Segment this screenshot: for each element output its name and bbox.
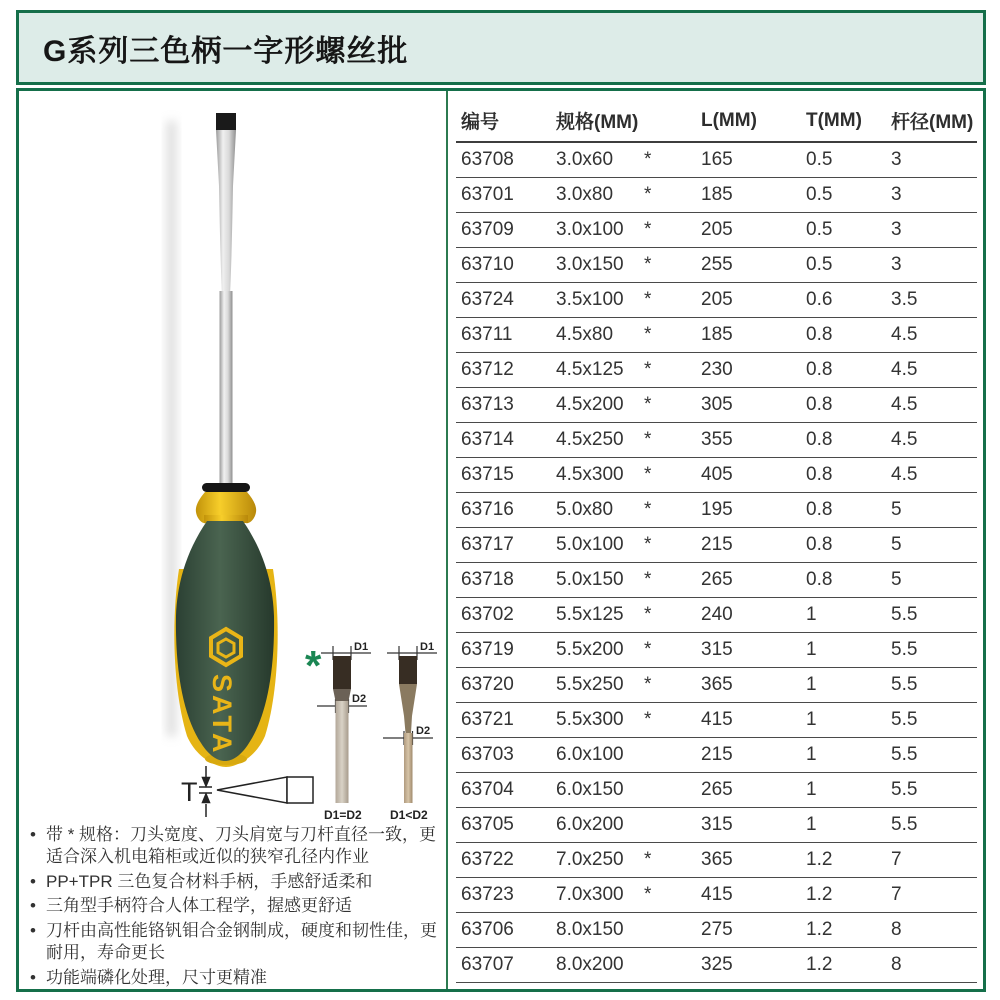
table-row	[456, 493, 977, 528]
cell-length: 415	[701, 878, 806, 913]
cell-thickness: 0.8	[806, 563, 891, 598]
cell-shank: 5.5	[891, 773, 977, 808]
spec-star-marker: *	[644, 884, 652, 905]
cell-thickness: 1.2	[806, 878, 891, 913]
table-row	[456, 808, 977, 843]
cell-length: 415	[701, 703, 806, 738]
cell-spec	[556, 388, 701, 423]
cell-thickness: 0.8	[806, 493, 891, 528]
cell-thickness: 0.8	[806, 423, 891, 458]
cell-length: 185	[701, 178, 806, 213]
table-row	[456, 353, 977, 388]
col-length: L(MM)	[701, 99, 806, 142]
cell-code: 63714	[456, 423, 556, 458]
cell-code: 63710	[456, 248, 556, 283]
table-row	[456, 213, 977, 248]
cell-shank: 7	[891, 878, 977, 913]
table-row	[456, 948, 977, 983]
cell-shank: 3	[891, 178, 977, 213]
spec-star-marker: *	[644, 639, 652, 660]
d2-left-label: D2	[352, 693, 367, 705]
cell-thickness: 1	[806, 773, 891, 808]
cell-thickness: 1	[806, 808, 891, 843]
col-thickness: T(MM)	[806, 99, 891, 142]
spec-star-marker: *	[644, 534, 652, 555]
cell-thickness: 0.8	[806, 528, 891, 563]
cell-length: 305	[701, 388, 806, 423]
cell-length: 205	[701, 283, 806, 318]
cell-spec	[556, 142, 701, 178]
t-dimension-diagram	[169, 763, 319, 821]
cell-code: 63723	[456, 878, 556, 913]
cell-shank: 8	[891, 948, 977, 983]
cell-code: 63718	[456, 563, 556, 598]
spec-star-marker: *	[644, 849, 652, 870]
table-row	[456, 703, 977, 738]
spec-value: 6.0x200	[556, 814, 624, 835]
spec-value: 4.5x250	[556, 429, 624, 450]
cell-code: 63707	[456, 948, 556, 983]
page-header	[16, 10, 986, 85]
cell-length: 185	[701, 318, 806, 353]
spec-value: 4.5x200	[556, 394, 624, 415]
screwdriver-handle	[174, 483, 277, 767]
d1-right-label: D1	[420, 641, 435, 653]
table-row	[456, 633, 977, 668]
cell-shank: 7	[891, 843, 977, 878]
spec-value: 5.5x200	[556, 639, 624, 660]
cell-code: 63701	[456, 178, 556, 213]
page-title: G系列三色柄一字形螺丝批	[43, 34, 409, 68]
cell-spec	[556, 458, 701, 493]
cell-shank: 5.5	[891, 808, 977, 843]
spec-value: 5.5x250	[556, 674, 624, 695]
cell-length: 325	[701, 948, 806, 983]
spec-table-body	[456, 142, 977, 983]
cell-code: 63716	[456, 493, 556, 528]
cell-spec	[556, 808, 701, 843]
cell-shank: 5.5	[891, 738, 977, 773]
tip-equal-label: D1=D2	[324, 808, 362, 822]
table-row	[456, 458, 977, 493]
cell-thickness: 1	[806, 668, 891, 703]
cell-code: 63706	[456, 913, 556, 948]
spec-value: 8.0x150	[556, 919, 624, 940]
spec-value: 5.5x300	[556, 709, 624, 730]
cell-length: 255	[701, 248, 806, 283]
cell-shank: 5.5	[891, 598, 977, 633]
spec-value: 3.0x80	[556, 184, 614, 205]
cell-length: 265	[701, 773, 806, 808]
sata-logo-text: SATA	[207, 674, 237, 756]
cell-length: 265	[701, 563, 806, 598]
col-code: 编号	[456, 99, 556, 142]
screwdriver-blade	[216, 113, 236, 484]
cell-length: 275	[701, 913, 806, 948]
note-item: • 带 * 规格：刀头宽度、刀头肩宽与刀杆直径一致，更适合深入机电箱柜或近似的狭窄孔径内作业	[25, 824, 439, 869]
spec-star-marker: *	[644, 499, 652, 520]
cell-length: 165	[701, 142, 806, 178]
table-row	[456, 878, 977, 913]
cell-spec	[556, 423, 701, 458]
blade-shaft	[220, 291, 233, 484]
tip-flared-label: D1<D2	[390, 808, 428, 822]
cell-code: 63712	[456, 353, 556, 388]
product-panel	[19, 91, 448, 989]
spec-panel	[448, 91, 983, 989]
cell-thickness: 0.8	[806, 318, 891, 353]
note-item: • 刀杆由高性能铬钒钼合金钢制成，硬度和韧性佳，更耐用，寿命更长	[25, 920, 439, 965]
t-gap-ticks	[199, 787, 212, 793]
cell-code: 63704	[456, 773, 556, 808]
cell-spec	[556, 493, 701, 528]
cell-length: 365	[701, 668, 806, 703]
cell-shank: 3	[891, 248, 977, 283]
cell-code: 63719	[456, 633, 556, 668]
spec-value: 7.0x250	[556, 849, 624, 870]
cell-shank: 5.5	[891, 633, 977, 668]
cell-code: 63711	[456, 318, 556, 353]
cell-spec	[556, 668, 701, 703]
spec-star-marker: *	[644, 394, 652, 415]
cell-thickness: 1.2	[806, 843, 891, 878]
spec-value: 3.0x150	[556, 254, 624, 275]
table-row	[456, 283, 977, 318]
table-row	[456, 843, 977, 878]
spec-value: 5.0x80	[556, 499, 614, 520]
cell-length: 315	[701, 808, 806, 843]
note-item: • 功能端磷化处理，尺寸更精准	[25, 967, 439, 989]
cell-code: 63702	[456, 598, 556, 633]
cell-code: 63722	[456, 843, 556, 878]
cell-thickness: 0.8	[806, 353, 891, 388]
spec-value: 6.0x150	[556, 779, 624, 800]
spec-value: 6.0x100	[556, 744, 624, 765]
tip-equal-shank	[333, 656, 351, 803]
cell-shank: 4.5	[891, 458, 977, 493]
cell-shank: 4.5	[891, 423, 977, 458]
notes-list	[25, 824, 439, 991]
tip-flared-shank	[399, 656, 417, 803]
cell-spec	[556, 738, 701, 773]
content-card	[16, 88, 986, 992]
cell-length: 195	[701, 493, 806, 528]
cell-length: 215	[701, 528, 806, 563]
cell-spec	[556, 563, 701, 598]
cell-shank: 3	[891, 142, 977, 178]
cell-spec	[556, 283, 701, 318]
table-row	[456, 563, 977, 598]
cell-length: 315	[701, 633, 806, 668]
cell-thickness: 1	[806, 703, 891, 738]
spec-star-marker: *	[644, 324, 652, 345]
table-row	[456, 178, 977, 213]
spec-star-marker: *	[644, 289, 652, 310]
cell-shank: 5.5	[891, 703, 977, 738]
cell-spec	[556, 948, 701, 983]
cell-thickness: 1	[806, 598, 891, 633]
cell-shank: 8	[891, 913, 977, 948]
cell-shank: 3	[891, 213, 977, 248]
t-wedge	[217, 777, 313, 803]
blade-tip	[216, 113, 236, 130]
cell-code: 63721	[456, 703, 556, 738]
cell-shank: 5	[891, 493, 977, 528]
table-row	[456, 423, 977, 458]
asterisk-marker: *	[305, 642, 322, 689]
spec-star-marker: *	[644, 429, 652, 450]
cell-code: 63715	[456, 458, 556, 493]
table-row	[456, 318, 977, 353]
spec-star-marker: *	[644, 254, 652, 275]
spec-value: 3.0x100	[556, 219, 624, 240]
spec-value: 3.5x100	[556, 289, 624, 310]
cell-code: 63705	[456, 808, 556, 843]
cell-length: 215	[701, 738, 806, 773]
spec-star-marker: *	[644, 569, 652, 590]
cell-code: 63724	[456, 283, 556, 318]
col-shank: 杆径(MM)	[891, 99, 977, 142]
table-row	[456, 668, 977, 703]
spec-value: 4.5x300	[556, 464, 624, 485]
table-row	[456, 773, 977, 808]
spec-value: 3.0x60	[556, 149, 614, 170]
cell-spec	[556, 178, 701, 213]
cell-length: 230	[701, 353, 806, 388]
spec-value: 7.0x300	[556, 884, 624, 905]
table-header-row	[456, 99, 977, 142]
cell-thickness: 1.2	[806, 948, 891, 983]
cell-shank: 3.5	[891, 283, 977, 318]
cell-spec	[556, 843, 701, 878]
cell-length: 405	[701, 458, 806, 493]
cell-shank: 4.5	[891, 353, 977, 388]
cell-thickness: 1.2	[806, 913, 891, 948]
spec-value: 4.5x125	[556, 359, 624, 380]
table-row	[456, 248, 977, 283]
table-row	[456, 913, 977, 948]
col-spec: 规格(MM)	[556, 99, 701, 142]
cell-thickness: 0.5	[806, 178, 891, 213]
cell-shank: 4.5	[891, 318, 977, 353]
cell-shank: 5	[891, 528, 977, 563]
cell-length: 240	[701, 598, 806, 633]
table-row	[456, 142, 977, 178]
cell-thickness: 0.5	[806, 142, 891, 178]
t-label: T	[181, 777, 198, 807]
cell-code: 63703	[456, 738, 556, 773]
spec-value: 5.5x125	[556, 604, 624, 625]
tip-comparison-diagram	[297, 638, 457, 823]
cell-code: 63709	[456, 213, 556, 248]
cell-thickness: 0.8	[806, 388, 891, 423]
cell-code: 63717	[456, 528, 556, 563]
cell-spec	[556, 878, 701, 913]
note-item: • PP+TPR 三色复合材料手柄，手感舒适柔和	[25, 871, 439, 893]
cell-thickness: 1	[806, 738, 891, 773]
cell-thickness: 0.5	[806, 213, 891, 248]
cell-spec	[556, 248, 701, 283]
cell-shank: 4.5	[891, 388, 977, 423]
cell-code: 63720	[456, 668, 556, 703]
cell-length: 355	[701, 423, 806, 458]
cell-spec	[556, 213, 701, 248]
cell-spec	[556, 703, 701, 738]
cell-code: 63708	[456, 142, 556, 178]
cell-spec	[556, 773, 701, 808]
d2-right-label: D2	[416, 725, 431, 737]
table-row	[456, 388, 977, 423]
cell-spec	[556, 598, 701, 633]
table-row	[456, 528, 977, 563]
spec-star-marker: *	[644, 604, 652, 625]
cell-spec	[556, 318, 701, 353]
spec-star-marker: *	[644, 219, 652, 240]
table-row	[456, 598, 977, 633]
cell-spec	[556, 913, 701, 948]
spec-star-marker: *	[644, 149, 652, 170]
cell-thickness: 0.6	[806, 283, 891, 318]
cell-thickness: 0.5	[806, 248, 891, 283]
cell-shank: 5.5	[891, 668, 977, 703]
spec-value: 5.0x100	[556, 534, 624, 555]
note-item: • 三角型手柄符合人体工程学，握感更舒适	[25, 895, 439, 917]
spec-value: 4.5x80	[556, 324, 614, 345]
spec-star-marker: *	[644, 359, 652, 380]
cell-length: 205	[701, 213, 806, 248]
table-row	[456, 738, 977, 773]
spec-value: 8.0x200	[556, 954, 624, 975]
spec-star-marker: *	[644, 184, 652, 205]
cell-spec	[556, 528, 701, 563]
handle-ring	[202, 483, 250, 492]
spec-star-marker: *	[644, 674, 652, 695]
spec-value: 5.0x150	[556, 569, 624, 590]
cell-code: 63713	[456, 388, 556, 423]
cell-spec	[556, 353, 701, 388]
spec-table	[456, 99, 977, 983]
d1-left-label: D1	[354, 641, 369, 653]
t-arrows	[203, 766, 210, 817]
cell-shank: 5	[891, 563, 977, 598]
cell-thickness: 0.8	[806, 458, 891, 493]
cell-length: 365	[701, 843, 806, 878]
spec-star-marker: *	[644, 464, 652, 485]
cell-thickness: 1	[806, 633, 891, 668]
cell-spec	[556, 633, 701, 668]
spec-star-marker: *	[644, 709, 652, 730]
